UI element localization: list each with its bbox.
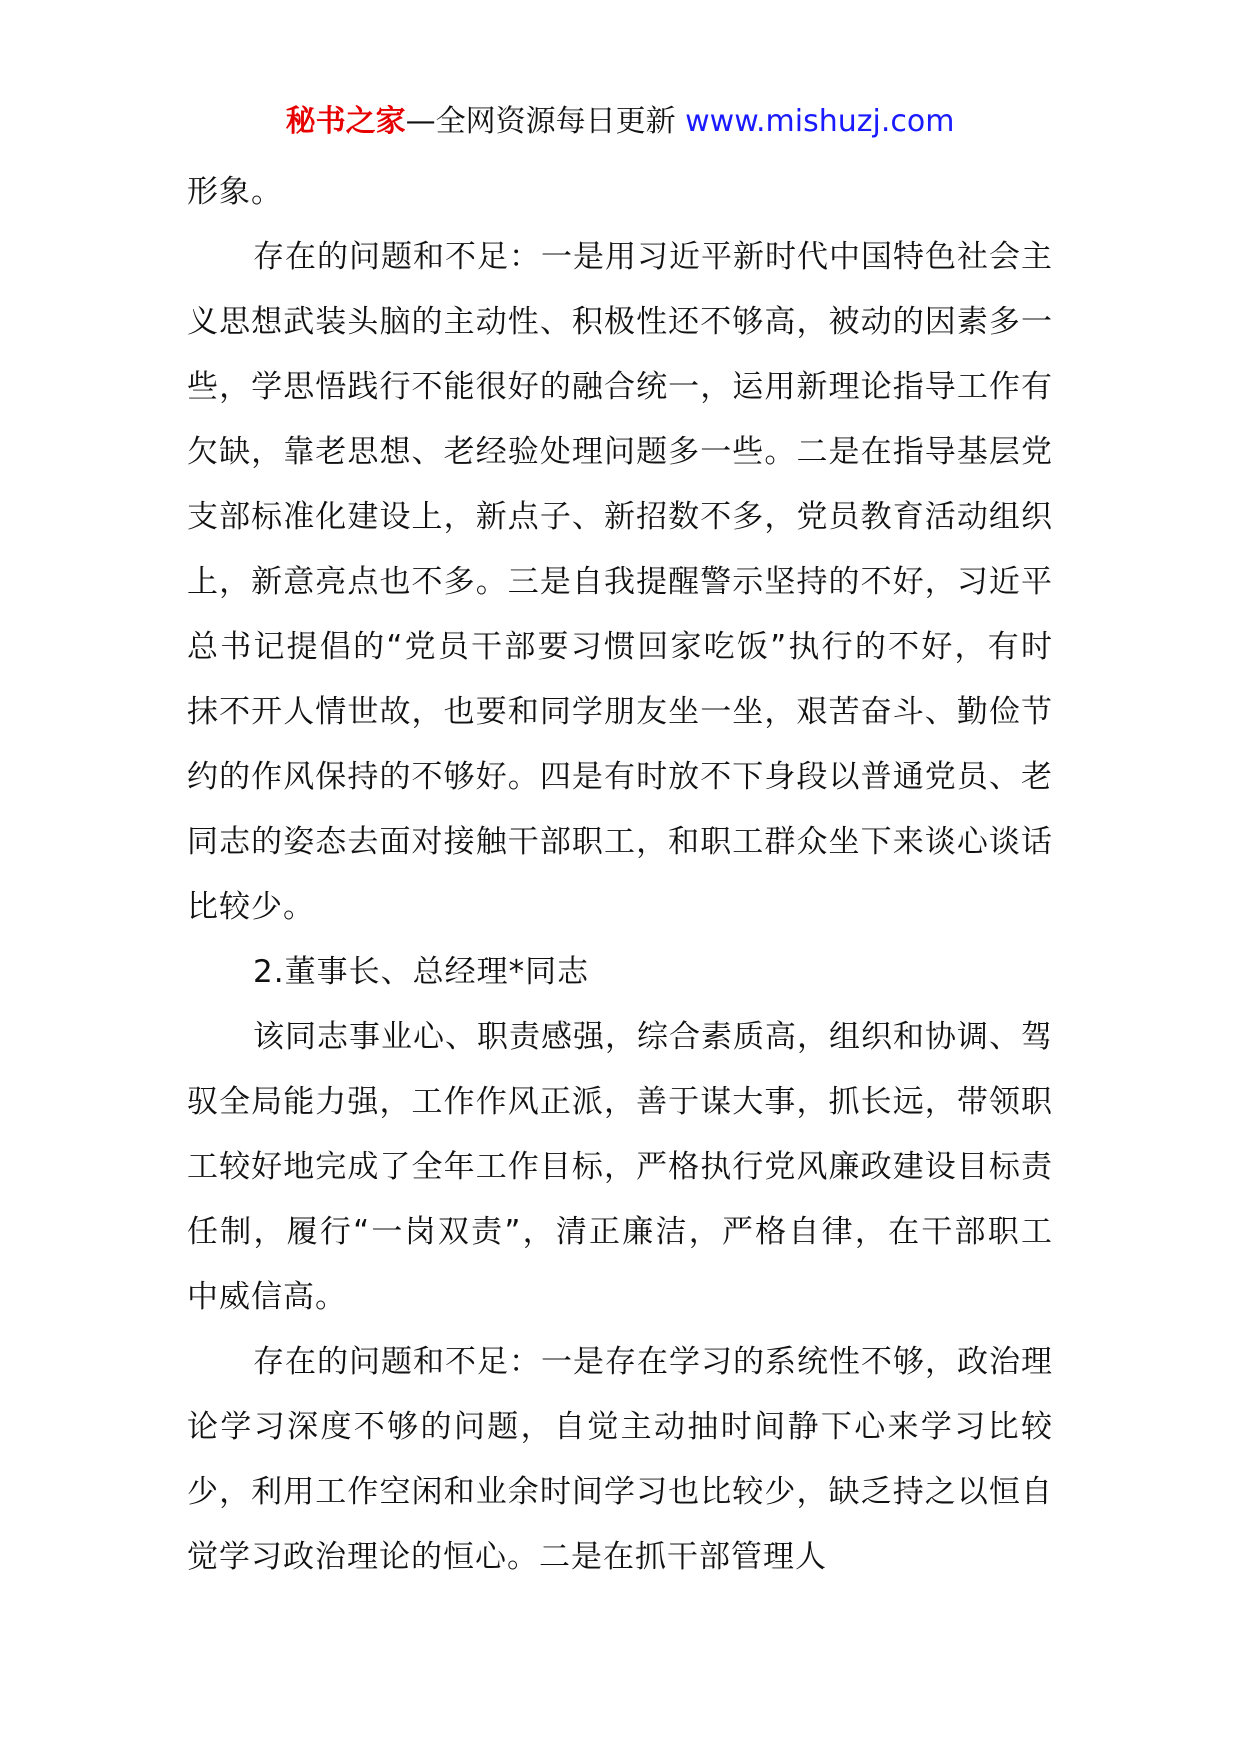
site-header — [0, 100, 1240, 144]
paragraph-problems-1: 存在的问题和不足：一是用习近平新时代中国特色社会主义思想武装头脑的主动性、积极性还不够高，被动的因素多一些，学思悟践行不能很好的融合统一，运用新理论指导工作有欠缺，靠老思想、老经验处理问题多一些。二是在指导基层党支部标准化建设上，新点子、新招数不多，党员教育活动组织上，新意亮点也不多。三是自我提醒警示坚持的不好，习近平总书记提倡的“党员干部要习惯回家吃饭”执行的不好，有时抹不开人情世故，也要和同学朋友坐一坐，艰苦奋斗、勤俭节约的作风保持的不够好。四是有时放不下身段以普通党员、老同志的姿态去面对接触干部职工，和职工群众坐下来谈心谈话比较少。 — [187, 239, 1053, 925]
header-tagline: —全网资源每日更新 — [405, 104, 686, 139]
brand-name: 秘书之家 — [285, 104, 406, 139]
paragraph-problems-2: 存在的问题和不足：一是存在学习的系统性不够，政治理论学习深度不够的问题，自觉主动抽时间静下心来学习比较少，利用工作空闲和业余时间学习也比较少，缺乏持之以恒自觉学习政治理论的恒心。二是在抓干部管理人 — [187, 1344, 1053, 1575]
paragraph-evaluation: 该同志事业心、职责感强，综合素质高，组织和协调、驾驭全局能力强，工作作风正派，善于谋大事，抓长远，带领职工较好地完成了全年工作目标，严格执行党风廉政建设目标责任制，履行“一岗双责”，清正廉洁，严格自律，在干部职工中威信高。 — [187, 1019, 1053, 1315]
paragraph-continuation: 形象。 — [187, 174, 283, 210]
section-heading: 2.董事长、总经理*同志 — [253, 954, 590, 990]
site-url-link[interactable]: www.mishuzj.com — [685, 104, 955, 139]
document-body — [187, 160, 1053, 1590]
